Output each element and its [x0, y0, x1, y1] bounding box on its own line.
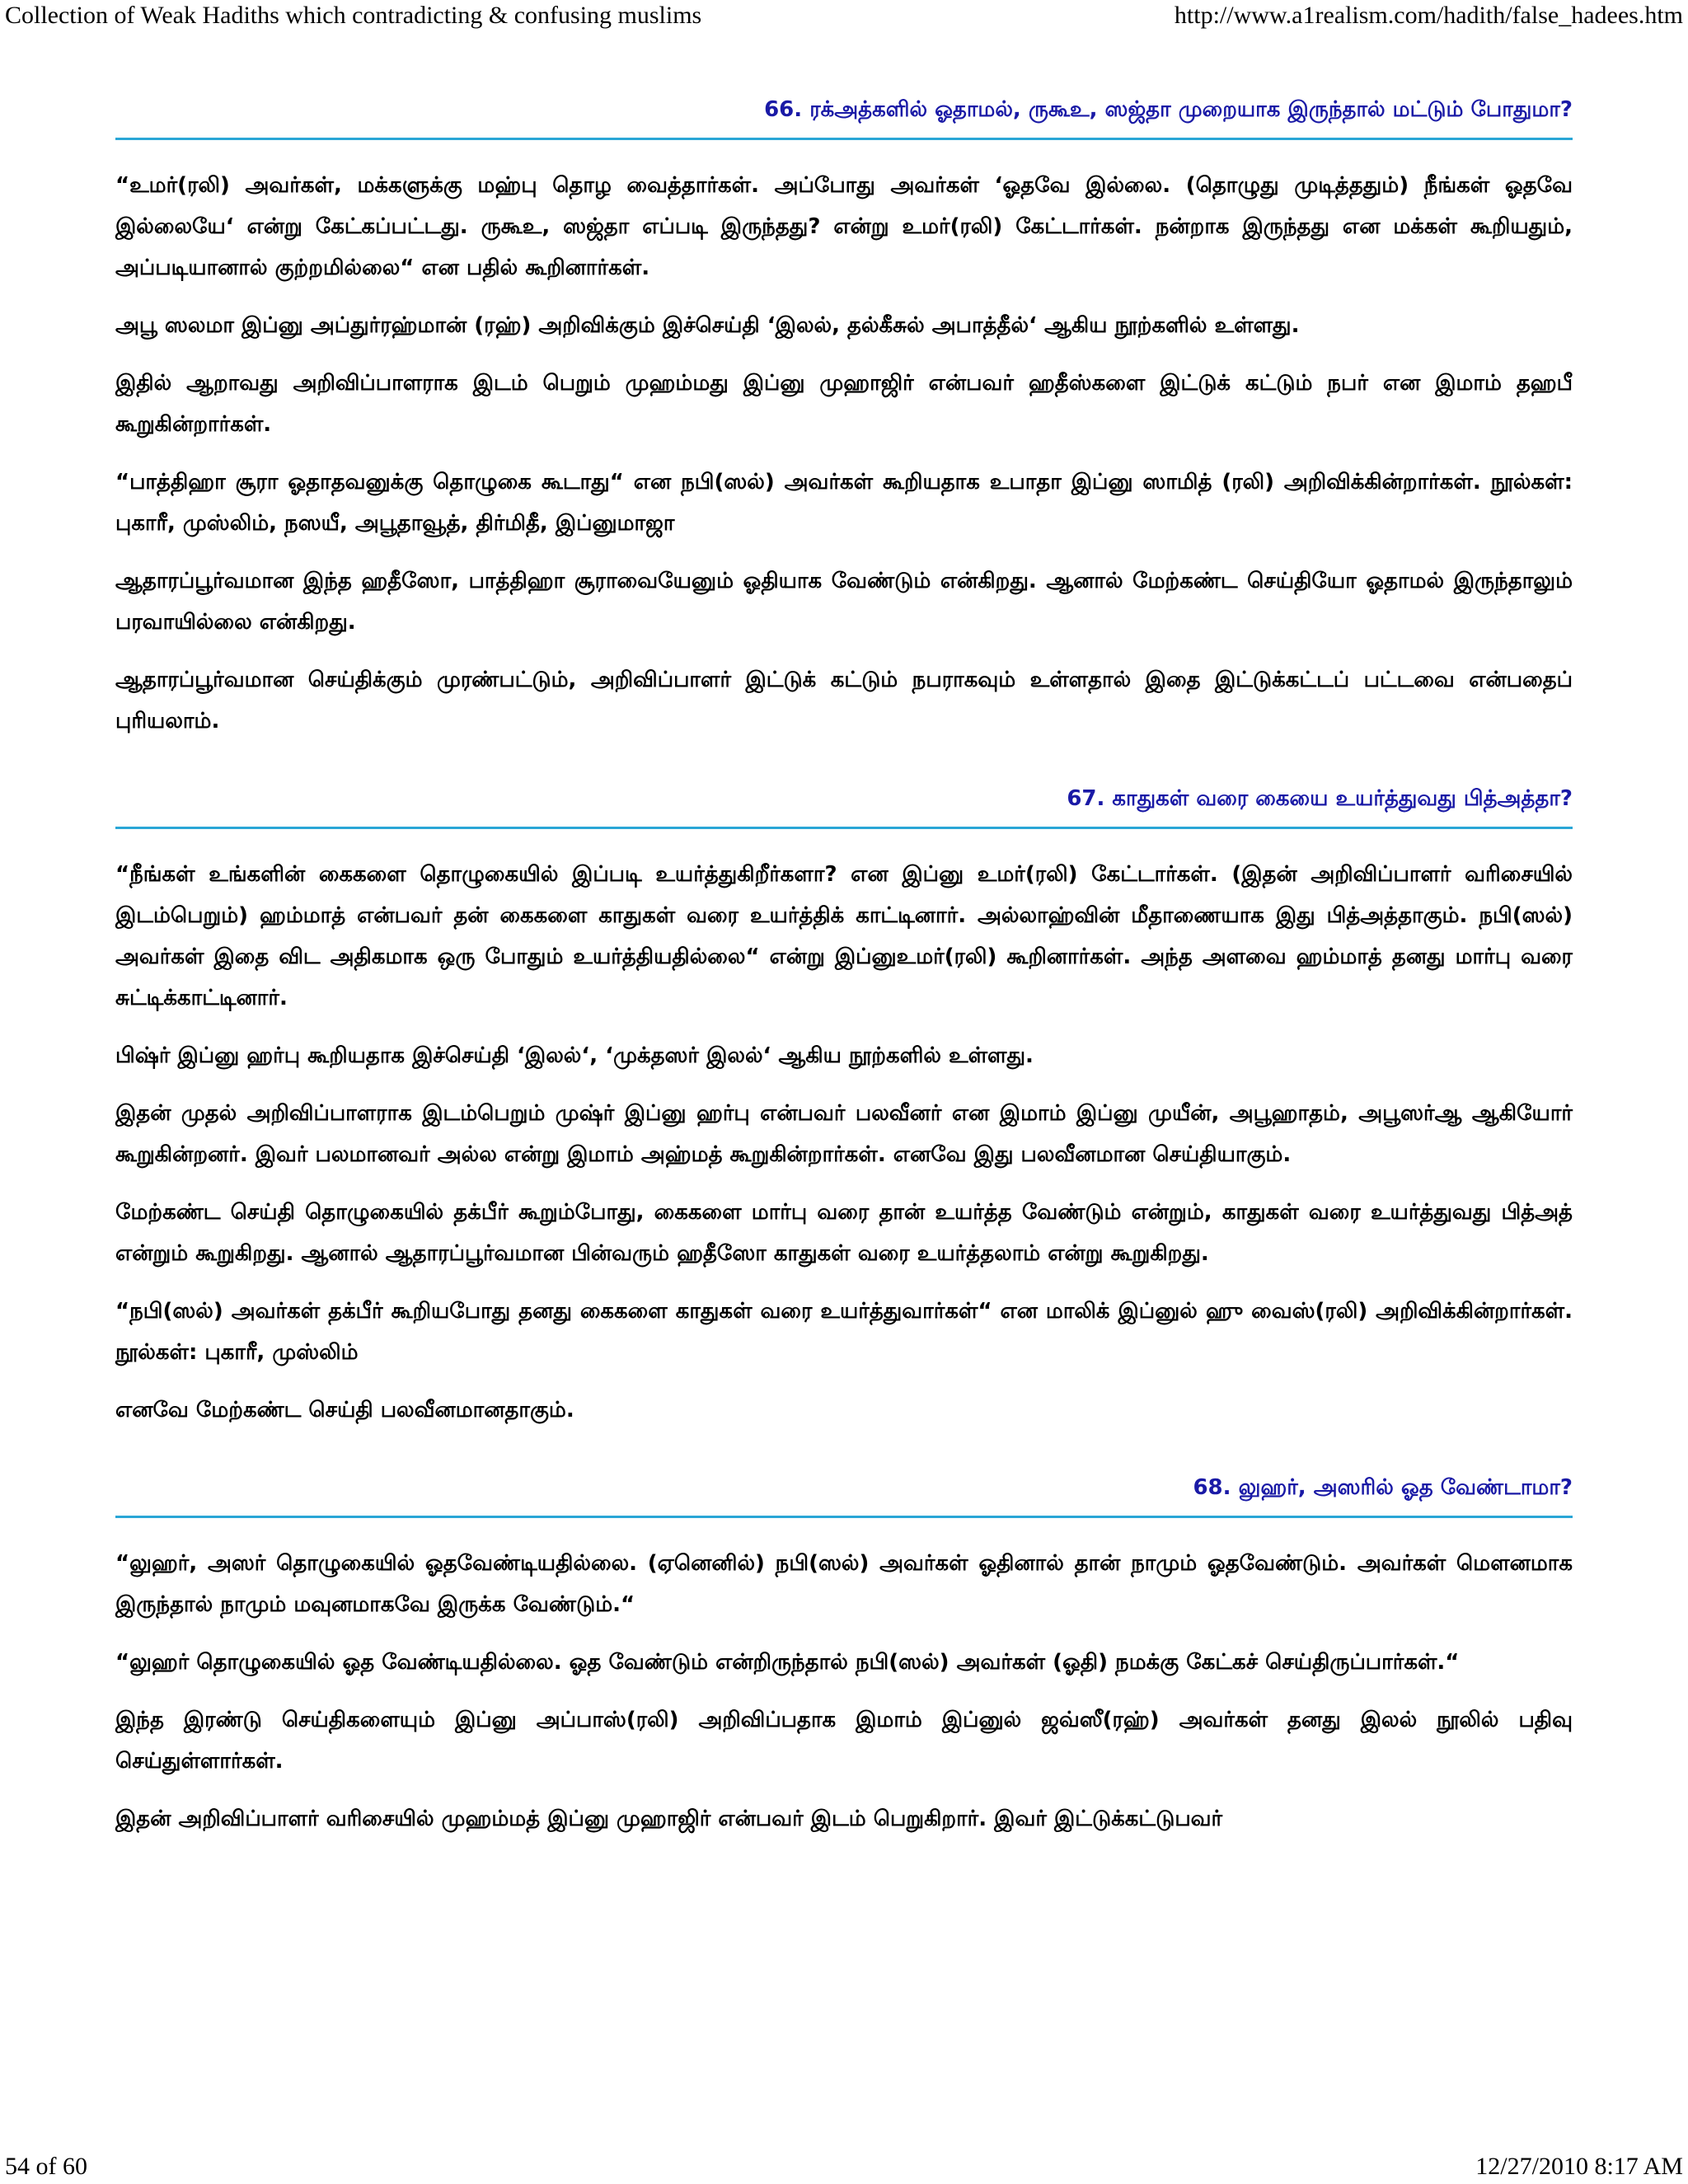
- paragraph: “நபி(ஸல்) அவர்கள் தக்பீர் கூறியபோது தனது கைகளை காதுகள் வரை உயர்த்துவார்கள்“ என மாலிக் இப்னுல் ஹு வைஸ்(ரலி) அறிவிக்கின்றார்கள். நூல்கள்: புகாரீ, முஸ்லிம்: [115, 1299, 1573, 1365]
- page-footer: [0, 2151, 1688, 2184]
- section-title: 67. காதுகள் வரை கையை உயர்த்துவது பித்அத்தா?: [1067, 786, 1573, 811]
- paragraph: “லுஹர், அஸர் தொழுகையில் ஓதவேண்டியதில்லை. (ஏனெனில்) நபி(ஸல்) அவர்கள் ஓதினால் தான் நாமும் ஓதவேண்டும். அவர்கள் மௌனமாக இருந்தால் நாமும் மவுனமாகவே இருக்க வேண்டும்.“: [115, 1551, 1573, 1617]
- paragraph: “உமர்(ரலி) அவர்கள், மக்களுக்கு மஹ்பு தொழ வைத்தார்கள். அப்போது அவர்கள் ‘ஓதவே இல்லை. (தொழுது முடித்ததும்) நீங்கள் ஓதவே இல்லையே‘ என்று கேட்கப்பட்டது. ருகூஉ, ஸஜ்தா எப்படி இருந்தது? என்று உமர்(ரலி) கேட்டார்கள். நன்றாக இருந்தது என மக்கள் கூறியதும், அப்படியானால் குற்றமில்லை“ என பதில் கூறினார்கள்.: [115, 173, 1573, 280]
- section-67: [115, 771, 1573, 1431]
- document-body: [115, 82, 1573, 1869]
- paragraph: “பாத்திஹா சூரா ஓதாதவனுக்கு தொழுகை கூடாது“ என நபி(ஸல்) அவர்கள் கூறியதாக உபாதா இப்னு ஸாமித் (ரலி) அறிவிக்கின்றார்கள். நூல்கள்: புகாரீ, முஸ்லிம், நஸயீ, அபூதாவூத், திர்மிதீ, இப்னுமாஜா: [115, 470, 1573, 536]
- paragraph: “நீங்கள் உங்களின் கைகளை தொழுகையில் இப்படி உயர்த்துகிறீர்களா? என இப்னு உமர்(ரலி) கேட்டார்கள். (இதன் அறிவிப்பாளர் வரிசையில் இடம்பெறும்) ஹம்மாத் என்பவர் தன் கைகளை காதுகள் வரை உயர்த்திக் காட்டினார். அல்லாஹ்வின் மீதாணையாக இது பித்அத்தாகும். நபி(ஸல்) அவர்கள் இதை விட அதிகமாக ஒரு போதும் உயர்த்தியதில்லை“ என்று இப்னுஉமர்(ரலி) கூறினார்கள். அந்த அளவை ஹம்மாத் தனது மார்பு வரை சுட்டிக்காட்டினார்.: [115, 862, 1573, 1010]
- section-divider: [115, 138, 1573, 140]
- print-timestamp: 12/27/2010 8:17 AM: [1475, 2153, 1683, 2180]
- section-68: [115, 1460, 1573, 1840]
- header-title: Collection of Weak Hadiths which contradicting & confusing muslims: [5, 2, 702, 29]
- page-header: [0, 0, 1688, 33]
- paragraph: இதில் ஆறாவது அறிவிப்பாளராக இடம் பெறும் முஹம்மது இப்னு முஹாஜிர் என்பவர் ஹதீஸ்களை இட்டுக் கட்டும் நபர் என இமாம் தஹபீ கூறுகின்றார்கள்.: [115, 371, 1573, 437]
- section-divider: [115, 827, 1573, 829]
- section-divider: [115, 1516, 1573, 1518]
- section-66: [115, 82, 1573, 742]
- paragraph: பிஷ்ர் இப்னு ஹர்பு கூறியதாக இச்செய்தி ‘இலல்‘, ‘முக்தஸர் இலல்‘ ஆகிய நூற்களில் உள்ளது.: [115, 1043, 1034, 1068]
- paragraph: எனவே மேற்கண்ட செய்தி பலவீனமானதாகும்.: [115, 1398, 574, 1422]
- paragraph: ஆதாரப்பூர்வமான இந்த ஹதீஸோ, பாத்திஹா சூராவையேனும் ஓதியாக வேண்டும் என்கிறது. ஆனால் மேற்கண்ட செய்தியோ ஓதாமல் இருந்தாலும் பரவாயில்லை என்கிறது.: [115, 569, 1573, 635]
- section-title: 68. லுஹர், அஸரில் ஓத வேண்டாமா?: [1193, 1475, 1573, 1500]
- section-title: 66. ரக்அத்களில் ஓதாமல், ருகூஉ, ஸஜ்தா முறையாக இருந்தால் மட்டும் போதுமா?: [764, 97, 1573, 122]
- paragraph: “லுஹர் தொழுகையில் ஓத வேண்டியதில்லை. ஓத வேண்டும் என்றிருந்தால் நபி(ஸல்) அவர்கள் (ஓதி) நமக்கு கேட்கச் செய்திருப்பார்கள்.“: [115, 1650, 1460, 1675]
- paragraph: ஆதாரப்பூர்வமான செய்திக்கும் முரண்பட்டும், அறிவிப்பாளர் இட்டுக் கட்டும் நபராகவும் உள்ளதால் இதை இட்டுக்கட்டப் பட்டவை என்பதைப் புரியலாம்.: [115, 668, 1573, 733]
- page-number: 54 of 60: [5, 2153, 87, 2180]
- paragraph: அபூ ஸலமா இப்னு அப்துர்ரஹ்மான் (ரஹ்) அறிவிக்கும் இச்செய்தி ‘இலல், தல்கீசுல் அபாத்தீல்‘ ஆகிய நூற்களில் உள்ளது.: [115, 313, 1300, 338]
- paragraph: மேற்கண்ட செய்தி தொழுகையில் தக்பீர் கூறும்போது, கைகளை மார்பு வரை தான் உயர்த்த வேண்டும் என்றும், காதுகள் வரை உயர்த்துவது பித்அத் என்றும் கூறுகிறது. ஆனால் ஆதாரப்பூர்வமான பின்வரும் ஹதீஸோ காதுகள் வரை உயர்த்தலாம் என்று கூறுகிறது.: [115, 1200, 1573, 1266]
- header-url: http://www.a1realism.com/hadith/false_hadees.htm: [1174, 2, 1683, 29]
- paragraph: இதன் அறிவிப்பாளர் வரிசையில் முஹம்மத் இப்னு முஹாஜிர் என்பவர் இடம் பெறுகிறார். இவர் இட்டுக்கட்டுபவர்: [115, 1807, 1223, 1831]
- paragraph: இந்த இரண்டு செய்திகளையும் இப்னு அப்பாஸ்(ரலி) அறிவிப்பதாக இமாம் இப்னுல் ஜவ்ஸீ(ரஹ்) அவர்கள் தனது இலல் நூலில் பதிவு செய்துள்ளார்கள்.: [115, 1708, 1573, 1774]
- paragraph: இதன் முதல் அறிவிப்பாளராக இடம்பெறும் முஷ்ர் இப்னு ஹர்பு என்பவர் பலவீனர் என இமாம் இப்னு முயீன், அபூஹாதம், அபூஸர்ஆ ஆகியோர் கூறுகின்றனர். இவர் பலமானவர் அல்ல என்று இமாம் அஹ்மத் கூறுகின்றார்கள். எனவே இது பலவீனமான செய்தியாகும்.: [115, 1101, 1573, 1167]
